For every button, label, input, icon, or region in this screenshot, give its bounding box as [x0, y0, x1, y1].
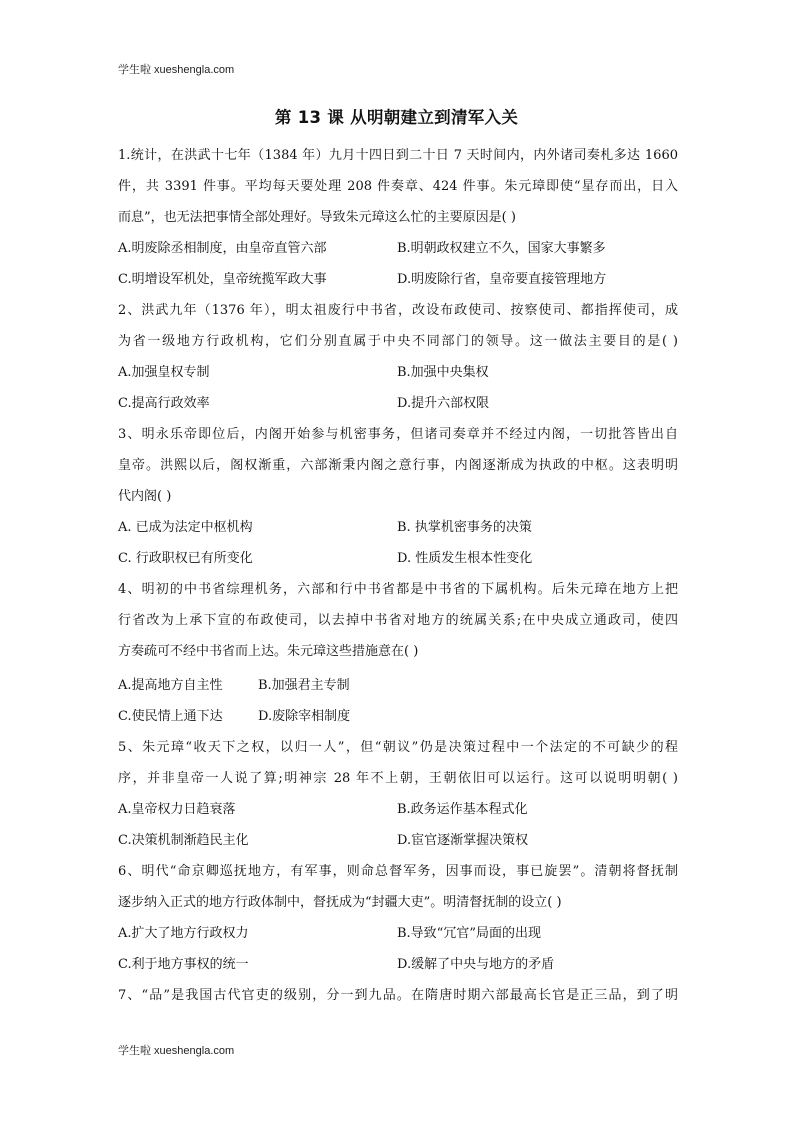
q1-option-a: A.明废除丞相制度，由皇帝直管六部: [118, 241, 327, 256]
q4-option-d: D.废除宰相制度: [258, 709, 351, 724]
q3-line-2: 皇帝。洪熙以后，阁权渐重，六部渐秉内阁之意行事，内阁逐渐成为执政的中枢。这表明明: [118, 458, 678, 473]
q5-option-d: D.宦官逐渐掌握决策权: [397, 833, 529, 848]
q4-line-3: 方奏疏可不经中书省而上达。朱元璋这些措施意在( ): [118, 644, 419, 659]
q4-line-1: 4、明初的中书省综理机务，六部和行中书省都是中书省的下属机构。后朱元璋在地方上把: [118, 582, 678, 597]
q3-line-3: 代内阁( ): [118, 489, 172, 504]
q1-line-1: 1.统计，在洪武十七年（1384 年）九月十四日到二十日 7 天时间内，内外诸司奏札多达 1660: [118, 148, 678, 163]
q6-option-b: B.导致“冗官”局面的出现: [397, 926, 541, 941]
q1-option-c: C.明增设军机处，皇帝统揽军政大事: [118, 272, 327, 287]
q4-line-2: 行省改为上承下宣的布政使司，以去掉中书省对地方的统属关系;在中央成立通政司，使四: [118, 613, 678, 628]
q6-option-c: C.利于地方事权的统一: [118, 957, 249, 972]
q6-option-d: D.缓解了中央与地方的矛盾: [397, 957, 555, 972]
q2-option-b: B.加强中央集权: [397, 365, 489, 380]
q3-option-b: B. 执掌机密事务的决策: [397, 520, 532, 535]
page-header: 学生啦 xueshengla.com: [118, 64, 235, 76]
q6-option-a: A.扩大了地方行政权力: [118, 926, 249, 941]
q4-option-b: B.加强君主专制: [258, 678, 350, 693]
q5-line-2: 序，并非皇帝一人说了算;明神宗 28 年不上朝，王朝依旧可以运行。这可以说明明朝( ): [118, 771, 678, 786]
q1-line-3: 而息”，也无法把事情全部处理好。导致朱元璋这么忙的主要原因是( ): [118, 210, 516, 225]
q3-option-a: A. 已成为法定中枢机构: [118, 520, 253, 535]
q3-line-1: 3、明永乐帝即位后，内阁开始参与机密事务，但诸司奏章并不经过内阁，一切批答皆出自: [118, 427, 678, 442]
q4-option-a: A.提高地方自主性: [118, 678, 223, 693]
q5-option-a: A.皇帝权力日趋衰落: [118, 802, 236, 817]
q2-line-2: 为省一级地方行政机构，它们分别直属于中央不同部门的领导。这一做法主要目的是( ): [118, 334, 678, 349]
q6-line-1: 6、明代“命京卿巡抚地方，有军事，则命总督军务，因事而设，事已旋罢”。清朝将督抚制: [118, 864, 678, 879]
q4-option-c: C.使民情上通下达: [118, 709, 223, 724]
q2-option-d: D.提升六部权限: [397, 396, 490, 411]
page-title: 第 13 课 从明朝建立到清军入关: [274, 108, 519, 127]
q2-option-a: A.加强皇权专制: [118, 365, 210, 380]
q5-option-b: B.政务运作基本程式化: [397, 802, 528, 817]
q3-option-c: C. 行政职权已有所变化: [118, 551, 253, 566]
q3-option-d: D. 性质发生根本性变化: [397, 551, 533, 566]
q6-line-2: 逐步纳入正式的地方行政体制中，督抚成为“封疆大吏”。明清督抚制的设立( ): [118, 895, 562, 910]
q1-option-b: B.明朝政权建立不久，国家大事繁多: [397, 241, 606, 256]
q5-line-1: 5、朱元璋“收天下之权，以归一人”，但“朝议”仍是决策过程中一个法定的不可缺少的程: [118, 740, 678, 755]
q2-line-1: 2、洪武九年（1376 年），明太祖废行中书省，改设布政使司、按察使司、都指挥使司，成: [118, 303, 678, 318]
q1-line-2: 件，共 3391 件事。平均每天要处理 208 件奏章、424 件事。朱元璋即使“星存而出，日入: [118, 179, 678, 194]
q7-line-1: 7、“品”是我国古代官吏的级别，分一到九品。在隋唐时期六部最高长官是正三品，到了明: [118, 988, 678, 1003]
q5-option-c: C.决策机制渐趋民主化: [118, 833, 249, 848]
q1-option-d: D.明废除行省，皇帝要直接管理地方: [397, 272, 607, 287]
page-footer: 学生啦 xueshengla.com: [118, 1045, 235, 1057]
q2-option-c: C.提高行政效率: [118, 396, 210, 411]
